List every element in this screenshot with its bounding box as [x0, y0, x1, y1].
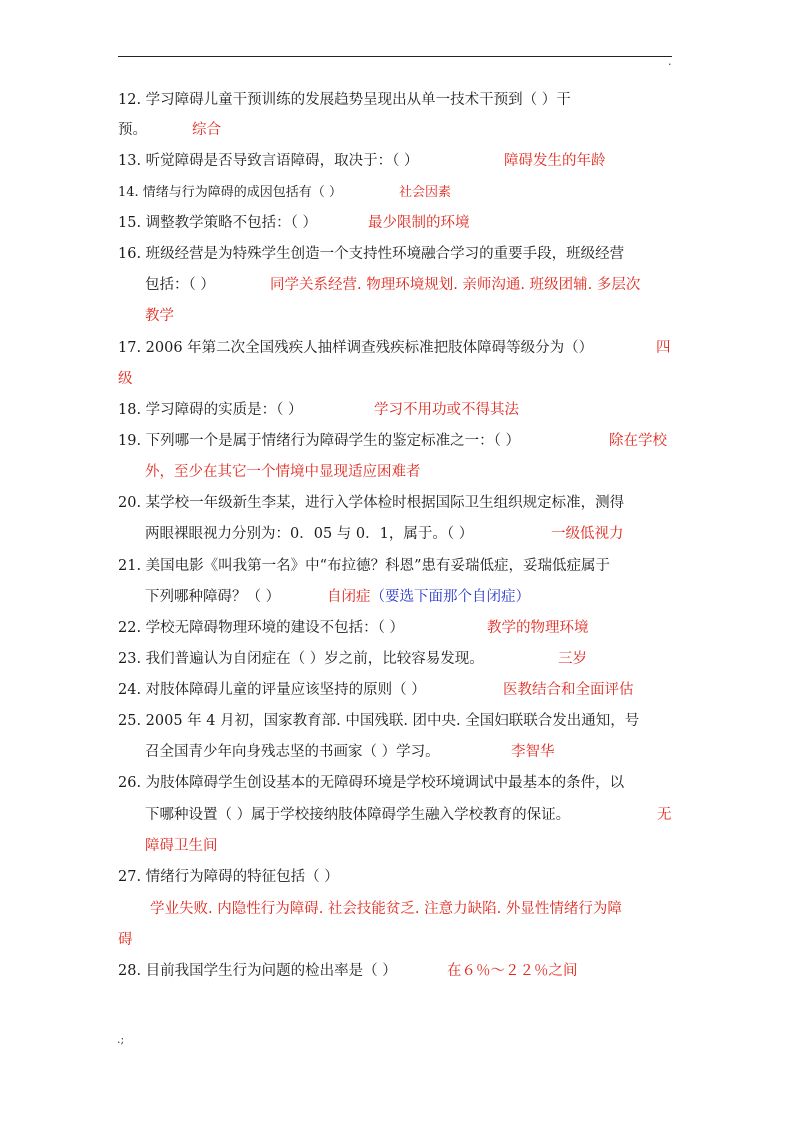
question-21-line2 — [118, 587, 678, 607]
header-rule — [118, 56, 672, 57]
question-20-line1: 20. 某学校一年级新生李某，进行入学体检时根据国际卫生组织规定标准，测得 — [118, 495, 625, 511]
answer-22: 教学的物理环境 — [487, 620, 589, 636]
answer-21-text: 自闭症 — [327, 589, 371, 605]
header-mark: . — [668, 55, 672, 68]
answer-19-line2: 外，至少在其它一个情境中显现适应困难者 — [145, 464, 421, 480]
answer-21 — [327, 587, 530, 607]
question-23 — [118, 649, 678, 669]
question-14-text: 14. 情绪与行为障碍的成因包括有（ ） — [118, 185, 342, 200]
question-17-text: 17. 2006 年第二次全国残疾人抽样调查残疾标准把肢体障碍等级分为（） — [118, 340, 594, 356]
answer-15: 最少限制的环境 — [368, 215, 470, 231]
question-26-line1: 26. 为肢体障碍学生创设基本的无障碍环境是学校环境调试中最基本的条件，以 — [118, 775, 625, 791]
question-12-text: 预。 — [118, 122, 147, 138]
answer-23: 三岁 — [558, 651, 587, 667]
question-21-line1: 21. 美国电影《叫我第一名》中“布拉德？科恩”患有妥瑞低症，妥瑞低症属于 — [118, 558, 610, 574]
answer-27-line1: 学业失败. 内隐性行为障碍. 社会技能贫乏. 注意力缺陷. 外显性情绪行为障 — [150, 901, 622, 917]
question-17 — [118, 338, 678, 358]
footer-mark: .; — [117, 1033, 125, 1046]
answer-13: 障碍发生的年龄 — [504, 153, 606, 169]
question-22-text: 22. 学校无障碍物理环境的建设不包括：（ ） — [118, 620, 405, 636]
question-13-text: 13. 听觉障碍是否导致言语障碍，取决于：（ ） — [118, 153, 419, 169]
answer-19-line1: 除在学校 — [609, 433, 667, 449]
question-22 — [118, 618, 678, 638]
question-18 — [118, 400, 678, 420]
question-24-text: 24. 对肢体障碍儿童的评量应该坚持的原则（ ） — [118, 682, 426, 698]
question-25-line2 — [118, 742, 678, 762]
question-23-text: 23. 我们普遍认为自闭症在（ ）岁之前，比较容易发现。 — [118, 651, 484, 667]
answer-17-line2: 级 — [118, 371, 133, 387]
question-27: 27. 情绪行为障碍的特征包括（ ） — [118, 869, 339, 885]
answer-24: 医教结合和全面评估 — [503, 682, 634, 698]
question-13 — [118, 151, 678, 171]
question-19 — [118, 431, 678, 451]
answer-20: 一级低视力 — [551, 526, 624, 542]
answer-18: 学习不用功或不得其法 — [374, 402, 519, 418]
answer-26-line1: 无 — [657, 807, 672, 823]
question-25-line1: 25. 2005 年 4 月初，国家教育部. 中国残联. 团中央. 全国妇联联合发出通知，号 — [118, 713, 640, 729]
question-28-text: 28. 目前我国学生行为问题的检出率是（ ） — [118, 963, 397, 979]
answer-27-line2: 碍 — [118, 932, 133, 948]
question-16-line1: 16. 班级经营是为特殊学生创造一个支持性环境融合学习的重要手段，班级经营 — [118, 246, 625, 262]
question-16-text: 包括：（ ） — [145, 277, 215, 293]
answer-14: 社会因素 — [399, 185, 452, 200]
question-20-text: 两眼裸眼视力分别为：0．05 与 0．1，属于。（ ） — [145, 526, 474, 542]
question-12-line2 — [118, 120, 678, 140]
question-12-line1: 12. 学习障碍儿童干预训练的发展趋势呈现出从单一技术干预到（ ）干 — [118, 92, 571, 108]
question-25-text: 召全国青少年向身残志坚的书画家（ ）学习。 — [145, 744, 440, 760]
question-18-text: 18. 学习障碍的实质是：（ ） — [118, 402, 303, 418]
question-26-text: 下哪种设置（ ）属于学校接纳肢体障碍学生融入学校教育的保证。 — [145, 807, 571, 823]
question-21-text: 下列哪种障碍？（ ） — [145, 589, 281, 605]
answer-16-line2: 教学 — [145, 308, 174, 324]
answer-28: 在６％～２２％之间 — [447, 963, 578, 979]
question-15 — [118, 213, 678, 233]
question-24 — [118, 680, 678, 700]
question-16-line2 — [118, 275, 678, 295]
question-19-text: 19. 下列哪一个是属于情绪行为障碍学生的鉴定标准之一：（ ） — [118, 433, 521, 449]
question-26-line2 — [118, 805, 678, 825]
question-14 — [118, 183, 678, 203]
answer-26-line2: 障碍卫生间 — [145, 838, 218, 854]
answer-21-note: （要选下面那个自闭症） — [370, 589, 530, 605]
question-20-line2 — [118, 524, 678, 544]
question-28 — [118, 961, 678, 981]
question-15-text: 15. 调整教学策略不包括：（ ） — [118, 215, 318, 231]
answer-16-line1: 同学关系经营. 物理环境规划. 亲师沟通. 班级团辅. 多层次 — [270, 277, 641, 293]
answer-17-line1: 四 — [656, 340, 671, 356]
answer-12: 综合 — [192, 122, 221, 138]
answer-25: 李智华 — [511, 744, 555, 760]
